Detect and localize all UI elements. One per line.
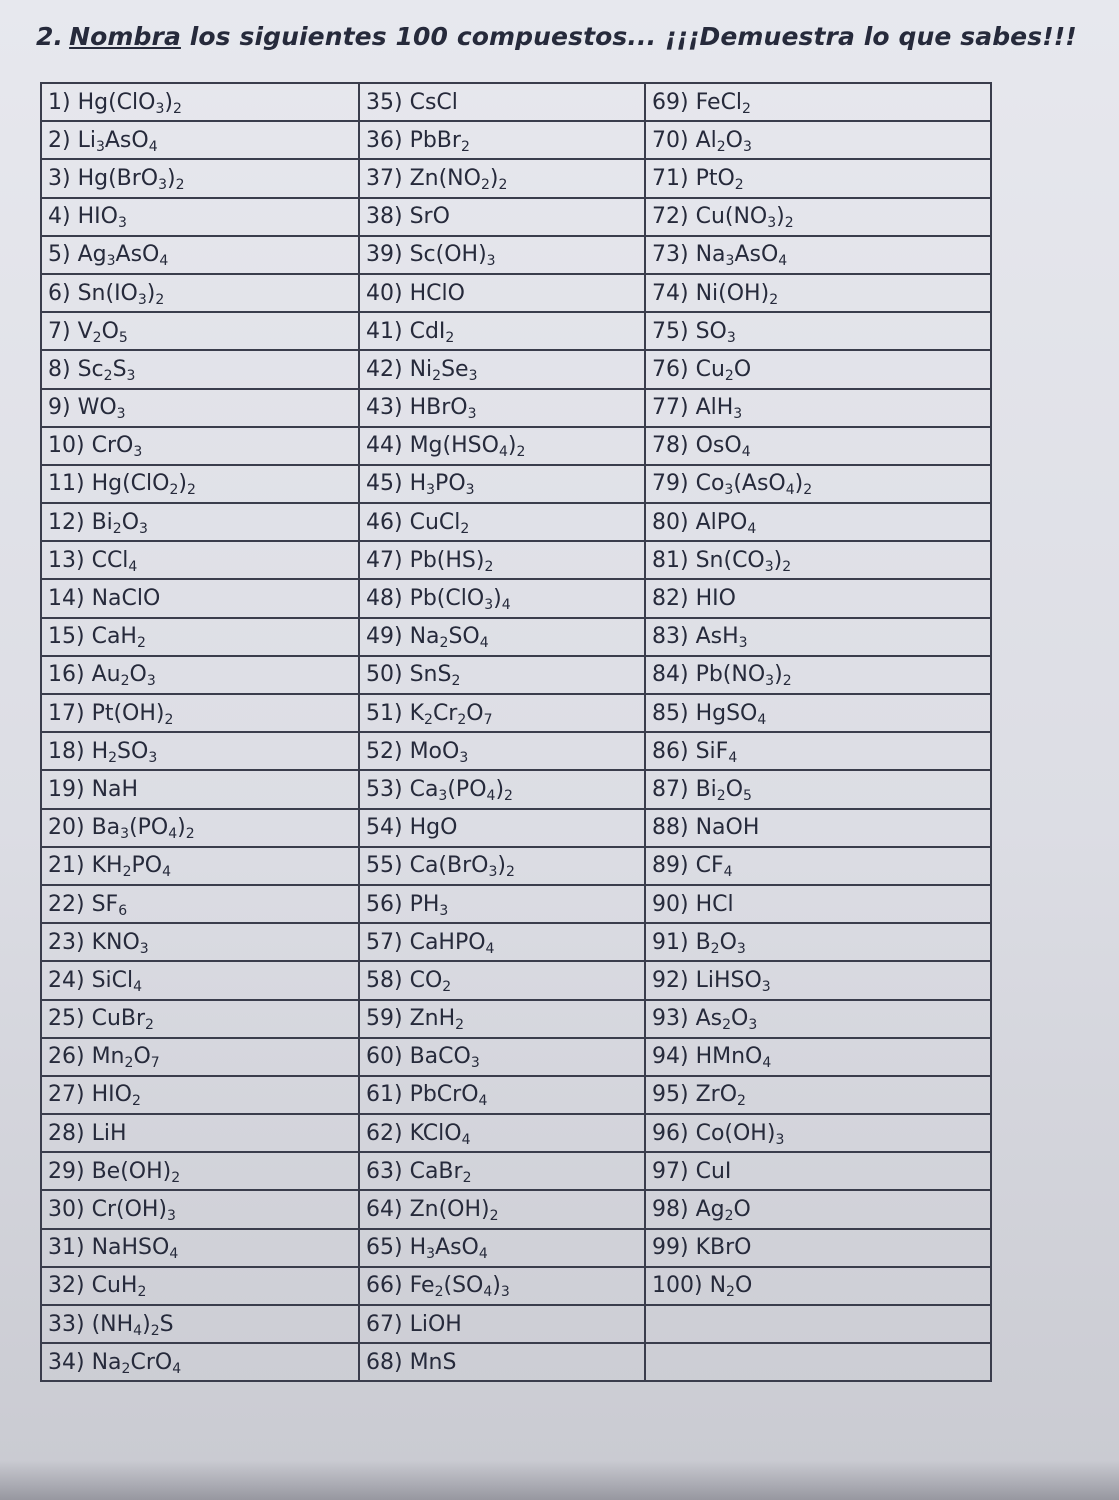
compound-formula: 86) SiF$_4$ xyxy=(652,738,738,766)
compound-formula: 23) $KNO_3$ xyxy=(48,929,149,957)
compound-formula: 56) $PH_3$ xyxy=(366,891,449,919)
table-row xyxy=(41,694,991,732)
compound-cell xyxy=(41,694,359,732)
compound-cell xyxy=(359,1190,645,1228)
table-row xyxy=(41,159,991,197)
compound-formula: 88) NaOH xyxy=(652,815,760,841)
compound-cell xyxy=(359,1114,645,1152)
table-row xyxy=(41,1076,991,1114)
compound-cell xyxy=(645,923,991,961)
compound-formula: 57) CaHPO$_4$ xyxy=(366,929,495,957)
table-row xyxy=(41,656,991,694)
compound-formula: 28) LiH xyxy=(48,1120,127,1146)
compound-formula: 10) CrO$_3$ xyxy=(48,433,143,461)
compound-cell xyxy=(645,465,991,503)
compound-cell xyxy=(645,236,991,274)
table-row xyxy=(41,465,991,503)
compound-cell xyxy=(645,885,991,923)
compound-cell xyxy=(359,1343,645,1381)
compound-formula: 22) $SF_6$ xyxy=(48,891,128,919)
compound-formula: 37) $Zn(NO_2)_2$ xyxy=(366,165,508,193)
table-row xyxy=(41,961,991,999)
compound-cell xyxy=(359,83,645,121)
compound-formula: 14) NaClO xyxy=(48,586,161,612)
compound-cell xyxy=(359,1229,645,1267)
table-row xyxy=(41,236,991,274)
compound-formula: 95) ZrO$_2$ xyxy=(652,1082,746,1110)
compound-cell xyxy=(359,923,645,961)
compound-formula: 11) $Hg(ClO_2)_2$ xyxy=(48,471,196,499)
compound-formula: 49) $Na_2SO_4$ xyxy=(366,624,489,652)
table-row xyxy=(41,1038,991,1076)
compound-formula: 25) CuBr$_2$ xyxy=(48,1006,154,1034)
table-row xyxy=(41,618,991,656)
table-row xyxy=(41,121,991,159)
compound-cell xyxy=(645,694,991,732)
table-row xyxy=(41,389,991,427)
compound-cell xyxy=(41,1000,359,1038)
compound-cell xyxy=(41,923,359,961)
compound-formula: 40) HClO xyxy=(366,280,465,306)
table-row xyxy=(41,1114,991,1152)
table-row xyxy=(41,1152,991,1190)
compound-cell xyxy=(41,427,359,465)
table-row xyxy=(41,847,991,885)
compound-cell xyxy=(645,198,991,236)
compound-formula: 91) $B_2O_3$ xyxy=(652,929,746,957)
compound-cell xyxy=(41,198,359,236)
compound-formula: 51) $K_2Cr_2O_7$ xyxy=(366,700,493,728)
table-row xyxy=(41,770,991,808)
compound-formula: 33) $(NH_4)_2S$ xyxy=(48,1311,174,1339)
compound-formula: 34) $Na_2CrO_4$ xyxy=(48,1349,182,1377)
compound-cell xyxy=(41,1305,359,1343)
compound-cell xyxy=(41,350,359,388)
compound-formula: 100) $N_2O$ xyxy=(652,1273,753,1301)
compound-formula: 18) $H_2SO_3$ xyxy=(48,738,158,766)
compound-formula: 81) $Sn(CO_3)_2$ xyxy=(652,547,792,575)
compound-cell xyxy=(359,121,645,159)
compound-formula: 77) AlH$_3$ xyxy=(652,395,743,423)
table-row xyxy=(41,312,991,350)
compound-formula: 74) $Ni(OH)_2$ xyxy=(652,280,779,308)
compound-cell xyxy=(359,1267,645,1305)
compound-cell xyxy=(645,350,991,388)
compound-formula: 38) SrO xyxy=(366,204,450,230)
compound-formula: 73) $Na_3AsO_4$ xyxy=(652,242,788,270)
table-row xyxy=(41,503,991,541)
compound-cell xyxy=(645,83,991,121)
compound-formula: 29) $Be(OH)_2$ xyxy=(48,1158,181,1186)
compound-formula: 39) $Sc(OH)_3$ xyxy=(366,242,496,270)
compound-cell xyxy=(359,1076,645,1114)
compound-formula: 3) $Hg(BrO_3)_2$ xyxy=(48,165,185,193)
table-row xyxy=(41,541,991,579)
compound-cell xyxy=(645,1343,991,1381)
compound-cell xyxy=(41,618,359,656)
compound-formula: 79) $Co_3(AsO_4)_2$ xyxy=(652,471,813,499)
compound-cell xyxy=(359,159,645,197)
compound-cell xyxy=(645,159,991,197)
compound-cell xyxy=(645,732,991,770)
compound-cell xyxy=(645,427,991,465)
table-row xyxy=(41,350,991,388)
compound-formula: 35) CsCl xyxy=(366,89,458,115)
table-row xyxy=(41,1305,991,1343)
compound-cell xyxy=(645,1305,991,1343)
title-rest: los siguientes 100 compuestos... ¡¡¡Demuestra lo que sabes!!! xyxy=(180,22,1077,51)
compounds-table-body xyxy=(41,83,991,1381)
compound-formula: 1) $Hg(ClO_3)_2$ xyxy=(48,89,182,117)
compound-formula: 44) $Mg(HSO_4)_2$ xyxy=(366,433,526,461)
compound-formula: 53) $Ca_3(PO_4)_2$ xyxy=(366,776,513,804)
compound-cell xyxy=(359,961,645,999)
compound-formula: 13) CCl$_4$ xyxy=(48,547,138,575)
compound-cell xyxy=(41,1114,359,1152)
compound-cell xyxy=(645,1229,991,1267)
compound-cell xyxy=(41,885,359,923)
compound-cell xyxy=(359,1000,645,1038)
exercise-title xyxy=(36,22,1077,51)
compound-formula: 17) $Pt(OH)_2$ xyxy=(48,700,174,728)
compound-cell xyxy=(359,732,645,770)
compound-formula: 52) MoO$_3$ xyxy=(366,738,469,766)
compound-cell xyxy=(359,694,645,732)
compound-formula: 64) $Zn(OH)_2$ xyxy=(366,1197,499,1225)
table-row xyxy=(41,1267,991,1305)
compound-formula: 82) HIO xyxy=(652,586,736,612)
compound-cell xyxy=(359,389,645,427)
compound-cell xyxy=(359,198,645,236)
exercise-number: 2. xyxy=(36,22,64,51)
compound-cell xyxy=(41,1267,359,1305)
compound-cell xyxy=(41,83,359,121)
compound-cell xyxy=(359,770,645,808)
compound-cell xyxy=(41,1076,359,1114)
compound-cell xyxy=(359,312,645,350)
compound-cell xyxy=(359,236,645,274)
compound-formula: 63) CaBr$_2$ xyxy=(366,1158,472,1186)
compound-formula: 26) $Mn_2O_7$ xyxy=(48,1044,160,1072)
compound-formula: 90) HCl xyxy=(652,891,734,917)
compound-cell xyxy=(41,389,359,427)
compound-cell xyxy=(359,427,645,465)
compound-cell xyxy=(41,236,359,274)
compound-formula: 42) $Ni_2Se_3$ xyxy=(366,356,478,384)
compound-formula: 2) $Li_3AsO_4$ xyxy=(48,127,158,155)
compound-cell xyxy=(41,809,359,847)
compound-formula: 70) $Al_2O_3$ xyxy=(652,127,752,155)
table-row xyxy=(41,1000,991,1038)
table-row xyxy=(41,1229,991,1267)
compound-cell xyxy=(645,541,991,579)
compound-cell xyxy=(645,1152,991,1190)
table-row xyxy=(41,809,991,847)
compound-cell xyxy=(359,350,645,388)
compound-formula: 75) $SO_3$ xyxy=(652,318,736,346)
compound-formula: 41) CdI$_2$ xyxy=(366,318,455,346)
compound-cell xyxy=(359,465,645,503)
compound-formula: 62) KClO$_4$ xyxy=(366,1120,471,1148)
compound-cell xyxy=(645,1190,991,1228)
compounds-table xyxy=(40,82,992,1382)
compound-formula: 67) LiOH xyxy=(366,1311,462,1337)
compound-formula: 59) ZnH$_2$ xyxy=(366,1006,465,1034)
compound-formula: 20) $Ba_3(PO_4)_2$ xyxy=(48,815,195,843)
compound-formula: 21) $KH_2PO_4$ xyxy=(48,853,171,881)
compound-cell xyxy=(359,541,645,579)
compound-formula: 32) CuH$_2$ xyxy=(48,1273,147,1301)
table-row xyxy=(41,732,991,770)
compound-formula: 4) $HIO_3$ xyxy=(48,204,127,232)
compound-cell xyxy=(41,503,359,541)
compound-formula: 55) $Ca(BrO_3)_2$ xyxy=(366,853,515,881)
compound-formula: 92) LiHSO$_3$ xyxy=(652,967,771,995)
compound-cell xyxy=(41,465,359,503)
compound-formula: 85) HgSO$_4$ xyxy=(652,700,767,728)
compound-cell xyxy=(41,274,359,312)
compound-formula: 72) $Cu(NO_3)_2$ xyxy=(652,204,794,232)
compound-cell xyxy=(41,1229,359,1267)
compound-formula: 97) CuI xyxy=(652,1158,732,1184)
compound-cell xyxy=(645,1267,991,1305)
compound-formula: 47) $Pb(HS)_2$ xyxy=(366,547,494,575)
compound-formula: 78) OsO$_4$ xyxy=(652,433,751,461)
compound-formula: 60) BaCO$_3$ xyxy=(366,1044,480,1072)
title-underlined-word: Nombra xyxy=(69,22,181,51)
compound-cell xyxy=(41,1343,359,1381)
compound-cell xyxy=(645,847,991,885)
compound-formula: 36) PbBr$_2$ xyxy=(366,127,470,155)
compound-cell xyxy=(41,121,359,159)
compound-formula: 93) $As_2O_3$ xyxy=(652,1006,758,1034)
compound-cell xyxy=(645,1114,991,1152)
compound-formula: 89) $CF_4$ xyxy=(652,853,733,881)
compound-cell xyxy=(359,1305,645,1343)
compound-cell xyxy=(41,1190,359,1228)
compound-formula: 50) SnS$_2$ xyxy=(366,662,461,690)
compound-cell xyxy=(41,961,359,999)
compound-cell xyxy=(359,503,645,541)
compound-cell xyxy=(645,389,991,427)
compound-formula: 9) $WO_3$ xyxy=(48,395,126,423)
compound-cell xyxy=(645,618,991,656)
compound-cell xyxy=(41,541,359,579)
compound-cell xyxy=(645,503,991,541)
compound-cell xyxy=(645,579,991,617)
compound-cell xyxy=(645,274,991,312)
page-bottom-shadow xyxy=(0,1460,1119,1500)
compound-cell xyxy=(41,732,359,770)
table-row xyxy=(41,1343,991,1381)
table-row xyxy=(41,1190,991,1228)
compound-cell xyxy=(359,1038,645,1076)
compound-formula: 98) $Ag_2O$ xyxy=(652,1197,751,1225)
compound-cell xyxy=(41,1152,359,1190)
compound-formula: 58) $CO_2$ xyxy=(366,967,452,995)
table-row xyxy=(41,274,991,312)
compound-formula: 68) MnS xyxy=(366,1349,457,1375)
compound-formula: 19) NaH xyxy=(48,776,139,802)
compound-cell xyxy=(645,770,991,808)
compound-cell xyxy=(645,1038,991,1076)
table-row xyxy=(41,198,991,236)
compound-formula: 61) PbCrO$_4$ xyxy=(366,1082,488,1110)
compound-formula: 48) $Pb(ClO_3)_4$ xyxy=(366,586,511,614)
compound-cell xyxy=(41,312,359,350)
table-row xyxy=(41,885,991,923)
compound-formula: 46) CuCl$_2$ xyxy=(366,509,470,537)
compound-formula: 6) $Sn(IO_3)_2$ xyxy=(48,280,165,308)
compound-cell xyxy=(645,961,991,999)
compound-cell xyxy=(645,656,991,694)
compound-formula: 5) $Ag_3AsO_4$ xyxy=(48,242,169,270)
compound-formula: 54) HgO xyxy=(366,815,458,841)
compound-formula: 83) AsH$_3$ xyxy=(652,624,748,652)
compound-cell xyxy=(41,579,359,617)
compound-cell xyxy=(645,1000,991,1038)
compound-formula: 31) NaHSO$_4$ xyxy=(48,1235,179,1263)
compound-formula: 69) FeCl$_2$ xyxy=(652,89,751,117)
compound-cell xyxy=(359,274,645,312)
compound-cell xyxy=(645,121,991,159)
compound-formula: 71) PtO$_2$ xyxy=(652,165,744,193)
table-row xyxy=(41,83,991,121)
compound-cell xyxy=(645,1076,991,1114)
compound-formula: 96) $Co(OH)_3$ xyxy=(652,1120,785,1148)
compound-cell xyxy=(359,1152,645,1190)
compound-formula: 65) $H_3AsO_4$ xyxy=(366,1235,488,1263)
compound-formula: 7) $V_2O_5$ xyxy=(48,318,128,346)
compound-formula: 24) SiCl$_4$ xyxy=(48,967,143,995)
compound-formula: 99) KBrO xyxy=(652,1235,752,1261)
compound-cell xyxy=(41,1038,359,1076)
compound-formula: 84) $Pb(NO_3)_2$ xyxy=(652,662,792,690)
table-row xyxy=(41,579,991,617)
compound-formula: 30) $Cr(OH)_3$ xyxy=(48,1197,176,1225)
compound-cell xyxy=(645,312,991,350)
compound-cell xyxy=(359,618,645,656)
compound-cell xyxy=(41,847,359,885)
compound-formula: 8) $Sc_2S_3$ xyxy=(48,356,136,384)
compound-cell xyxy=(359,885,645,923)
compound-cell xyxy=(645,809,991,847)
compound-formula: 66) $Fe_2(SO_4)_3$ xyxy=(366,1273,510,1301)
table-row xyxy=(41,427,991,465)
compound-cell xyxy=(359,579,645,617)
compound-formula: 45) $H_3PO_3$ xyxy=(366,471,475,499)
compound-formula: 27) $HIO_2$ xyxy=(48,1082,141,1110)
compound-cell xyxy=(41,656,359,694)
compound-formula: 43) HBrO$_3$ xyxy=(366,395,477,423)
compound-formula: 15) CaH$_2$ xyxy=(48,624,146,652)
compound-formula: 80) AlPO$_4$ xyxy=(652,509,757,537)
compound-formula: 94) HMnO$_4$ xyxy=(652,1044,772,1072)
compound-formula: 16) $Au_2O_3$ xyxy=(48,662,156,690)
compound-cell xyxy=(41,770,359,808)
compound-formula: 87) $Bi_2O_5$ xyxy=(652,776,752,804)
compound-formula: 76) $Cu_2O$ xyxy=(652,356,752,384)
compound-cell xyxy=(359,809,645,847)
compound-cell xyxy=(359,656,645,694)
compound-cell xyxy=(359,847,645,885)
compound-cell xyxy=(41,159,359,197)
compound-formula: 12) $Bi_2O_3$ xyxy=(48,509,148,537)
table-row xyxy=(41,923,991,961)
